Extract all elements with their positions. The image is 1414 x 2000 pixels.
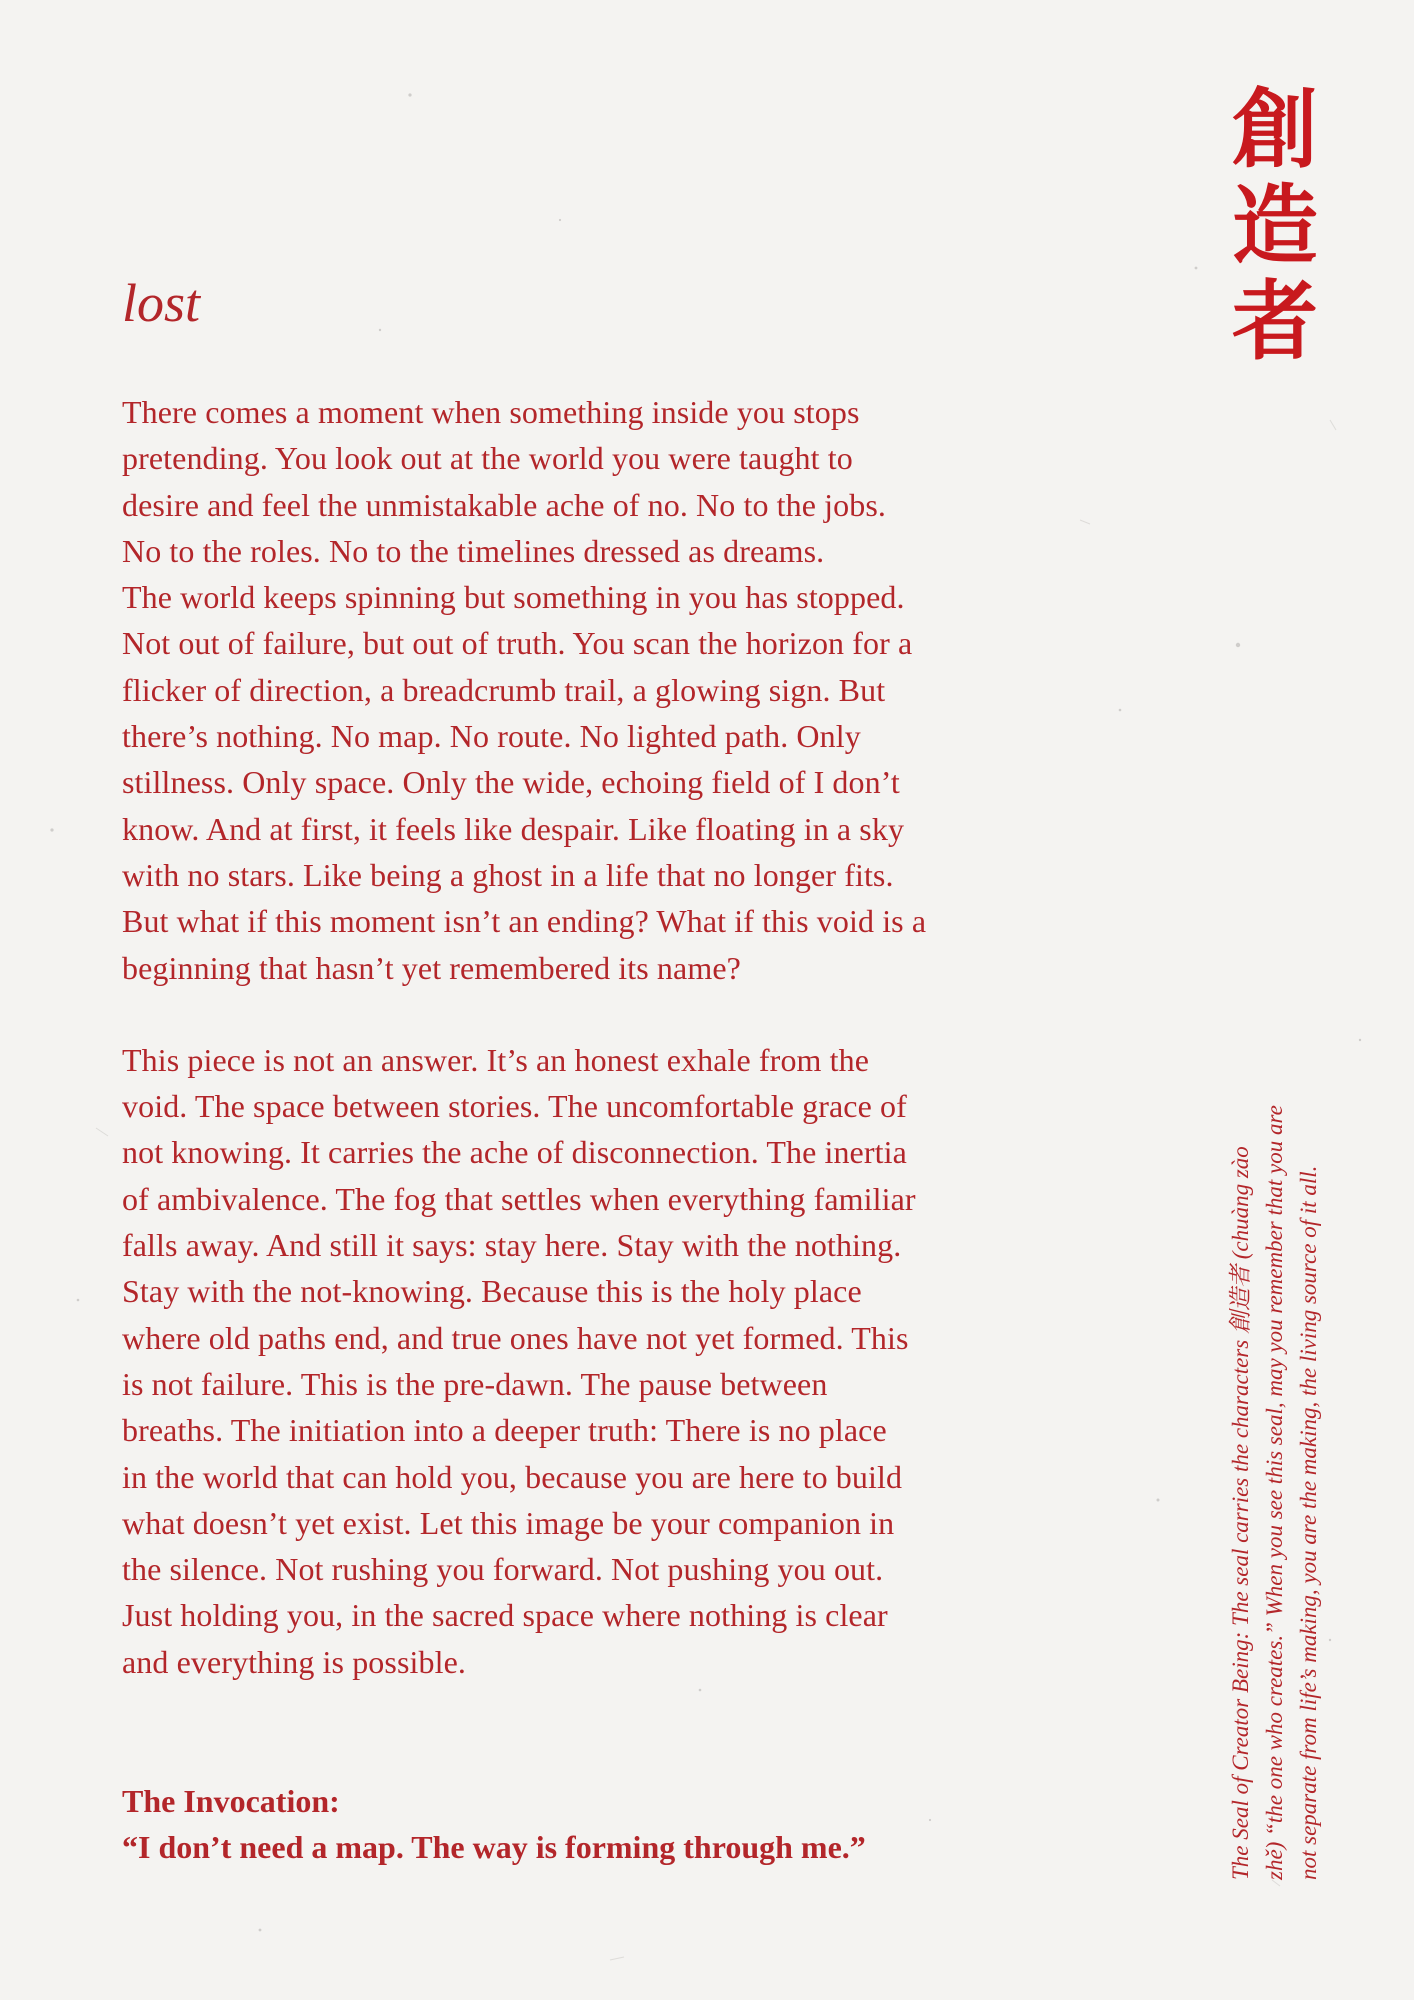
body-line: void. The space between stories. The uncomfortable grace of xyxy=(122,1088,907,1125)
body-line: where old paths end, and true ones have not yet formed. This xyxy=(122,1319,909,1356)
body-line: of ambivalence. The fog that settles when everything familiar xyxy=(122,1180,916,1217)
page-title: lost xyxy=(122,273,201,333)
body-line: with no stars. Like being a ghost in a life that no longer fits. xyxy=(122,856,894,893)
seal-character: 者 xyxy=(1232,271,1318,372)
body-line: there’s nothing. No map. No route. No lighted path. Only xyxy=(122,718,861,755)
paragraph-gap xyxy=(122,991,1112,1037)
body-line: and everything is possible. xyxy=(122,1643,466,1680)
invocation-heading: The Invocation: xyxy=(122,1783,340,1819)
body-line: falls away. And still it says: stay here. Stay with the nothing. xyxy=(122,1227,902,1264)
body-line: stillness. Only space. Only the wide, echoing field of I don’t xyxy=(122,764,900,801)
invocation-quote: “I don’t need a map. The way is forming through me.” xyxy=(122,1829,866,1865)
body-line: know. And at first, it feels like despair. Like floating in a sky xyxy=(122,810,905,847)
body-line: Stay with the not-knowing. Because this is the holy place xyxy=(122,1273,862,1310)
body-line: pretending. You look out at the world you were taught to xyxy=(122,440,853,477)
seal-character: 造 xyxy=(1232,175,1318,276)
body-line: what doesn’t yet exist. Let this image be your companion in xyxy=(122,1504,895,1541)
creator-seal xyxy=(1220,79,1330,372)
body-line: desire and feel the unmistakable ache of no. No to the jobs. xyxy=(122,486,886,523)
seal-character: 創 xyxy=(1232,79,1318,180)
invocation xyxy=(122,1778,866,1870)
body-line: Just holding you, in the sacred space where nothing is clear xyxy=(122,1597,888,1634)
seal-note-line: The Seal of Creator Being: The seal carries the characters 創造者 (chuàng zào xyxy=(1228,1146,1253,1880)
body-line: beginning that hasn’t yet remembered its name? xyxy=(122,949,741,986)
body-text xyxy=(122,389,1112,1685)
body-line: flicker of direction, a breadcrumb trail, a glowing sign. But xyxy=(122,671,886,708)
seal-note-line: not separate from life’s making, you are the making, the living source of it all. xyxy=(1296,1165,1321,1880)
body-line: But what if this moment isn’t an ending? What if this void is a xyxy=(122,903,927,940)
seal-note xyxy=(1224,860,1326,1880)
body-line: No to the roles. No to the timelines dressed as dreams. xyxy=(122,532,825,569)
body-line: not knowing. It carries the ache of disconnection. The inertia xyxy=(122,1134,907,1171)
body-line: There comes a moment when something inside you stops xyxy=(122,394,860,430)
body-line: in the world that can hold you, because you are here to build xyxy=(122,1458,903,1495)
body-line: Not out of failure, but out of truth. You scan the horizon for a xyxy=(122,625,913,662)
seal-note-line: zhě) “the one who creates.” When you see this seal, may you remember that you are xyxy=(1262,1105,1287,1880)
body-line: the silence. Not rushing you forward. Not pushing you out. xyxy=(122,1551,884,1588)
body-line: The world keeps spinning but something in you has stopped. xyxy=(122,579,905,616)
body-line: breaths. The initiation into a deeper truth: There is no place xyxy=(122,1412,887,1449)
body-line: is not failure. This is the pre-dawn. The pause between xyxy=(122,1365,828,1402)
body-line: This piece is not an answer. It’s an honest exhale from the xyxy=(122,1041,870,1078)
